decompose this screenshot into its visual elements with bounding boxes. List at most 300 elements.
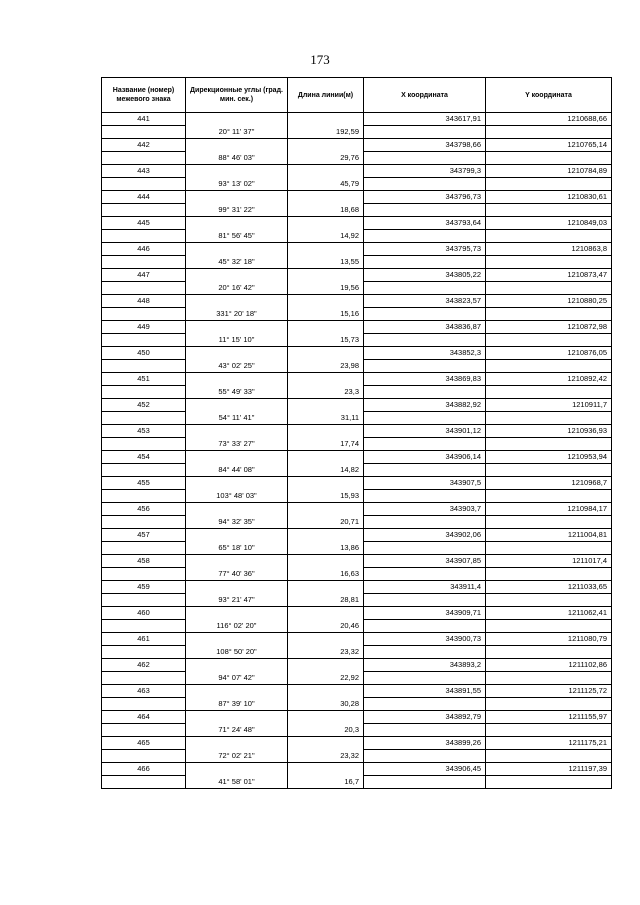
table-row <box>102 217 612 230</box>
direction-angle: 99° 31' 22" <box>186 204 288 217</box>
table-row <box>102 360 612 373</box>
y-coordinate: 1210849,03 <box>486 217 612 230</box>
table-row <box>102 178 612 191</box>
line-length: 16,7 <box>288 776 364 789</box>
x-coordinate: 343907,5 <box>364 477 486 490</box>
empty-cell <box>288 373 364 386</box>
line-length: 23,3 <box>288 386 364 399</box>
x-coordinate: 343891,55 <box>364 685 486 698</box>
y-coordinate: 1211017,4 <box>486 555 612 568</box>
table-row <box>102 698 612 711</box>
empty-cell <box>288 659 364 672</box>
direction-angle: 43° 02' 25" <box>186 360 288 373</box>
table-row <box>102 347 612 360</box>
direction-angle: 87° 39' 10" <box>186 698 288 711</box>
empty-cell <box>364 126 486 139</box>
point-name: 443 <box>102 165 186 178</box>
table-row <box>102 620 612 633</box>
table-row <box>102 724 612 737</box>
direction-angle: 20° 11' 37" <box>186 126 288 139</box>
x-coordinate: 343899,26 <box>364 737 486 750</box>
empty-cell <box>288 477 364 490</box>
line-length: 30,28 <box>288 698 364 711</box>
empty-cell <box>186 607 288 620</box>
empty-cell <box>186 321 288 334</box>
empty-cell <box>364 360 486 373</box>
direction-angle: 93° 21' 47" <box>186 594 288 607</box>
empty-cell <box>486 126 612 139</box>
empty-cell <box>288 191 364 204</box>
empty-cell <box>288 399 364 412</box>
empty-cell <box>102 542 186 555</box>
direction-angle: 93° 13' 02" <box>186 178 288 191</box>
empty-cell <box>186 399 288 412</box>
x-coordinate: 343911,4 <box>364 581 486 594</box>
empty-cell <box>288 425 364 438</box>
empty-cell <box>186 763 288 776</box>
table-row <box>102 256 612 269</box>
empty-cell <box>486 152 612 165</box>
point-name: 449 <box>102 321 186 334</box>
table-row <box>102 321 612 334</box>
empty-cell <box>288 763 364 776</box>
y-coordinate: 1210872,98 <box>486 321 612 334</box>
point-name: 466 <box>102 763 186 776</box>
boundary-coordinates-table <box>101 77 612 789</box>
empty-cell <box>486 230 612 243</box>
empty-cell <box>486 672 612 685</box>
empty-cell <box>288 243 364 256</box>
x-coordinate: 343869,83 <box>364 373 486 386</box>
empty-cell <box>364 464 486 477</box>
point-name: 453 <box>102 425 186 438</box>
empty-cell <box>186 555 288 568</box>
direction-angle: 54° 11' 41" <box>186 412 288 425</box>
line-length: 23,98 <box>288 360 364 373</box>
empty-cell <box>186 659 288 672</box>
direction-angle: 81° 56' 45" <box>186 230 288 243</box>
table-row <box>102 711 612 724</box>
empty-cell <box>364 178 486 191</box>
direction-angle: 77° 40' 36" <box>186 568 288 581</box>
point-name: 442 <box>102 139 186 152</box>
empty-cell <box>288 165 364 178</box>
y-coordinate: 1211175,21 <box>486 737 612 750</box>
line-length: 29,76 <box>288 152 364 165</box>
empty-cell <box>486 724 612 737</box>
empty-cell <box>288 451 364 464</box>
y-coordinate: 1210968,7 <box>486 477 612 490</box>
point-name: 455 <box>102 477 186 490</box>
empty-cell <box>186 243 288 256</box>
table-row <box>102 659 612 672</box>
point-name: 464 <box>102 711 186 724</box>
empty-cell <box>364 230 486 243</box>
table-row <box>102 503 612 516</box>
table-row <box>102 568 612 581</box>
line-length: 45,79 <box>288 178 364 191</box>
empty-cell <box>288 347 364 360</box>
empty-cell <box>102 178 186 191</box>
line-length: 17,74 <box>288 438 364 451</box>
table-row <box>102 750 612 763</box>
empty-cell <box>364 282 486 295</box>
empty-cell <box>102 308 186 321</box>
x-coordinate: 343836,87 <box>364 321 486 334</box>
table-row <box>102 763 612 776</box>
empty-cell <box>364 204 486 217</box>
direction-angle: 20° 16' 42" <box>186 282 288 295</box>
x-coordinate: 343617,91 <box>364 113 486 126</box>
table-row <box>102 204 612 217</box>
table-row <box>102 776 612 789</box>
empty-cell <box>486 412 612 425</box>
y-coordinate: 1210876,05 <box>486 347 612 360</box>
direction-angle: 84° 44' 08" <box>186 464 288 477</box>
empty-cell <box>102 256 186 269</box>
point-name: 462 <box>102 659 186 672</box>
y-coordinate: 1210688,66 <box>486 113 612 126</box>
table-row <box>102 139 612 152</box>
empty-cell <box>486 464 612 477</box>
x-coordinate: 343906,14 <box>364 451 486 464</box>
empty-cell <box>364 386 486 399</box>
table-row <box>102 282 612 295</box>
x-coordinate: 343799,3 <box>364 165 486 178</box>
table-row <box>102 477 612 490</box>
table-row <box>102 334 612 347</box>
y-coordinate: 1210936,93 <box>486 425 612 438</box>
empty-cell <box>364 724 486 737</box>
table-row <box>102 594 612 607</box>
empty-cell <box>288 269 364 282</box>
direction-angle: 11° 15' 10" <box>186 334 288 347</box>
point-name: 451 <box>102 373 186 386</box>
empty-cell <box>288 711 364 724</box>
point-name: 444 <box>102 191 186 204</box>
empty-cell <box>486 516 612 529</box>
point-name: 446 <box>102 243 186 256</box>
direction-angle: 41° 58' 01" <box>186 776 288 789</box>
point-name: 454 <box>102 451 186 464</box>
y-coordinate: 1211033,65 <box>486 581 612 594</box>
header-angle: Дирекционные углы (град. мин. сек.) <box>186 78 288 113</box>
line-length: 22,92 <box>288 672 364 685</box>
empty-cell <box>486 594 612 607</box>
empty-cell <box>486 308 612 321</box>
empty-cell <box>186 165 288 178</box>
table-row <box>102 438 612 451</box>
x-coordinate: 343893,2 <box>364 659 486 672</box>
line-length: 15,93 <box>288 490 364 503</box>
point-name: 460 <box>102 607 186 620</box>
header-x: X координата <box>364 78 486 113</box>
y-coordinate: 1211062,41 <box>486 607 612 620</box>
empty-cell <box>364 646 486 659</box>
x-coordinate: 343907,85 <box>364 555 486 568</box>
empty-cell <box>364 568 486 581</box>
table-row <box>102 295 612 308</box>
empty-cell <box>186 347 288 360</box>
empty-cell <box>102 620 186 633</box>
empty-cell <box>486 438 612 451</box>
table-row <box>102 451 612 464</box>
direction-angle: 45° 32' 18" <box>186 256 288 269</box>
empty-cell <box>186 295 288 308</box>
direction-angle: 71° 24' 48" <box>186 724 288 737</box>
empty-cell <box>288 503 364 516</box>
empty-cell <box>288 685 364 698</box>
direction-angle: 116° 02' 20" <box>186 620 288 633</box>
empty-cell <box>486 646 612 659</box>
empty-cell <box>364 438 486 451</box>
empty-cell <box>102 360 186 373</box>
y-coordinate: 1210880,25 <box>486 295 612 308</box>
direction-angle: 65° 18' 10" <box>186 542 288 555</box>
table-row <box>102 581 612 594</box>
x-coordinate: 343823,57 <box>364 295 486 308</box>
line-length: 192,59 <box>288 126 364 139</box>
line-length: 19,56 <box>288 282 364 295</box>
empty-cell <box>364 542 486 555</box>
empty-cell <box>364 672 486 685</box>
table-row <box>102 412 612 425</box>
empty-cell <box>486 776 612 789</box>
table-row <box>102 165 612 178</box>
table-row <box>102 607 612 620</box>
empty-cell <box>186 581 288 594</box>
empty-cell <box>364 516 486 529</box>
table-row <box>102 737 612 750</box>
point-name: 463 <box>102 685 186 698</box>
y-coordinate: 1211080,79 <box>486 633 612 646</box>
table-row <box>102 672 612 685</box>
y-coordinate: 1210830,61 <box>486 191 612 204</box>
empty-cell <box>486 334 612 347</box>
empty-cell <box>364 490 486 503</box>
empty-cell <box>288 581 364 594</box>
empty-cell <box>186 529 288 542</box>
x-coordinate: 343882,92 <box>364 399 486 412</box>
empty-cell <box>486 178 612 191</box>
line-length: 28,81 <box>288 594 364 607</box>
empty-cell <box>364 776 486 789</box>
line-length: 23,32 <box>288 750 364 763</box>
table-header-row <box>102 78 612 113</box>
empty-cell <box>102 464 186 477</box>
empty-cell <box>288 529 364 542</box>
direction-angle: 331° 20' 18" <box>186 308 288 321</box>
x-coordinate: 343902,06 <box>364 529 486 542</box>
empty-cell <box>486 490 612 503</box>
header-y: Y координата <box>486 78 612 113</box>
empty-cell <box>364 750 486 763</box>
empty-cell <box>186 685 288 698</box>
line-length: 23,32 <box>288 646 364 659</box>
empty-cell <box>102 126 186 139</box>
x-coordinate: 343793,64 <box>364 217 486 230</box>
empty-cell <box>288 113 364 126</box>
table-row <box>102 464 612 477</box>
direction-angle: 94° 32' 35" <box>186 516 288 529</box>
point-name: 450 <box>102 347 186 360</box>
empty-cell <box>102 516 186 529</box>
empty-cell <box>102 230 186 243</box>
empty-cell <box>102 568 186 581</box>
table-row <box>102 490 612 503</box>
table-row <box>102 126 612 139</box>
empty-cell <box>186 217 288 230</box>
empty-cell <box>364 334 486 347</box>
table-row <box>102 399 612 412</box>
table-row <box>102 191 612 204</box>
empty-cell <box>486 360 612 373</box>
x-coordinate: 343906,45 <box>364 763 486 776</box>
y-coordinate: 1210784,89 <box>486 165 612 178</box>
table-row <box>102 386 612 399</box>
empty-cell <box>486 568 612 581</box>
table-row <box>102 230 612 243</box>
empty-cell <box>486 698 612 711</box>
x-coordinate: 343796,73 <box>364 191 486 204</box>
empty-cell <box>364 152 486 165</box>
point-name: 448 <box>102 295 186 308</box>
line-length: 15,73 <box>288 334 364 347</box>
line-length: 20,71 <box>288 516 364 529</box>
table-body <box>102 113 612 789</box>
line-length: 18,68 <box>288 204 364 217</box>
point-name: 461 <box>102 633 186 646</box>
table-row <box>102 646 612 659</box>
empty-cell <box>186 113 288 126</box>
point-name: 459 <box>102 581 186 594</box>
y-coordinate: 1211102,86 <box>486 659 612 672</box>
y-coordinate: 1210984,17 <box>486 503 612 516</box>
table-row <box>102 243 612 256</box>
point-name: 457 <box>102 529 186 542</box>
empty-cell <box>186 425 288 438</box>
y-coordinate: 1211125,72 <box>486 685 612 698</box>
empty-cell <box>486 620 612 633</box>
empty-cell <box>288 139 364 152</box>
table-row <box>102 542 612 555</box>
line-length: 14,82 <box>288 464 364 477</box>
empty-cell <box>102 594 186 607</box>
empty-cell <box>186 477 288 490</box>
table-row <box>102 269 612 282</box>
y-coordinate: 1210873,47 <box>486 269 612 282</box>
x-coordinate: 343798,66 <box>364 139 486 152</box>
table-row <box>102 555 612 568</box>
table-row <box>102 373 612 386</box>
empty-cell <box>186 633 288 646</box>
empty-cell <box>186 139 288 152</box>
x-coordinate: 343909,71 <box>364 607 486 620</box>
line-length: 13,86 <box>288 542 364 555</box>
table-row <box>102 113 612 126</box>
point-name: 456 <box>102 503 186 516</box>
header-name: Название (номер) межевого знака <box>102 78 186 113</box>
y-coordinate: 1210953,94 <box>486 451 612 464</box>
empty-cell <box>486 204 612 217</box>
line-length: 20,3 <box>288 724 364 737</box>
empty-cell <box>102 698 186 711</box>
empty-cell <box>186 503 288 516</box>
point-name: 458 <box>102 555 186 568</box>
empty-cell <box>102 724 186 737</box>
empty-cell <box>288 737 364 750</box>
y-coordinate: 1210863,8 <box>486 243 612 256</box>
table-row <box>102 685 612 698</box>
empty-cell <box>486 542 612 555</box>
empty-cell <box>102 386 186 399</box>
empty-cell <box>102 672 186 685</box>
empty-cell <box>186 191 288 204</box>
empty-cell <box>102 334 186 347</box>
table-row <box>102 516 612 529</box>
empty-cell <box>102 152 186 165</box>
empty-cell <box>364 698 486 711</box>
empty-cell <box>186 737 288 750</box>
empty-cell <box>102 646 186 659</box>
line-length: 14,92 <box>288 230 364 243</box>
line-length: 13,55 <box>288 256 364 269</box>
direction-angle: 94° 07' 42" <box>186 672 288 685</box>
line-length: 16,63 <box>288 568 364 581</box>
x-coordinate: 343900,73 <box>364 633 486 646</box>
x-coordinate: 343852,3 <box>364 347 486 360</box>
x-coordinate: 343795,73 <box>364 243 486 256</box>
header-length: Длина линии(м) <box>288 78 364 113</box>
empty-cell <box>102 412 186 425</box>
empty-cell <box>186 373 288 386</box>
empty-cell <box>364 256 486 269</box>
empty-cell <box>364 594 486 607</box>
x-coordinate: 343903,7 <box>364 503 486 516</box>
y-coordinate: 1210892,42 <box>486 373 612 386</box>
line-length: 20,46 <box>288 620 364 633</box>
y-coordinate: 1211155,97 <box>486 711 612 724</box>
empty-cell <box>186 711 288 724</box>
direction-angle: 108° 50' 20" <box>186 646 288 659</box>
empty-cell <box>486 750 612 763</box>
line-length: 31,11 <box>288 412 364 425</box>
table-row <box>102 152 612 165</box>
empty-cell <box>102 282 186 295</box>
point-name: 452 <box>102 399 186 412</box>
empty-cell <box>364 308 486 321</box>
empty-cell <box>102 776 186 789</box>
point-name: 445 <box>102 217 186 230</box>
table-row <box>102 425 612 438</box>
empty-cell <box>288 555 364 568</box>
empty-cell <box>364 412 486 425</box>
table-row <box>102 529 612 542</box>
direction-angle: 88° 46' 03" <box>186 152 288 165</box>
empty-cell <box>486 256 612 269</box>
x-coordinate: 343901,12 <box>364 425 486 438</box>
empty-cell <box>102 750 186 763</box>
direction-angle: 72° 02' 21" <box>186 750 288 763</box>
empty-cell <box>186 451 288 464</box>
point-name: 447 <box>102 269 186 282</box>
y-coordinate: 1210765,14 <box>486 139 612 152</box>
empty-cell <box>288 217 364 230</box>
x-coordinate: 343892,79 <box>364 711 486 724</box>
table-row <box>102 633 612 646</box>
y-coordinate: 1210911,7 <box>486 399 612 412</box>
empty-cell <box>288 607 364 620</box>
